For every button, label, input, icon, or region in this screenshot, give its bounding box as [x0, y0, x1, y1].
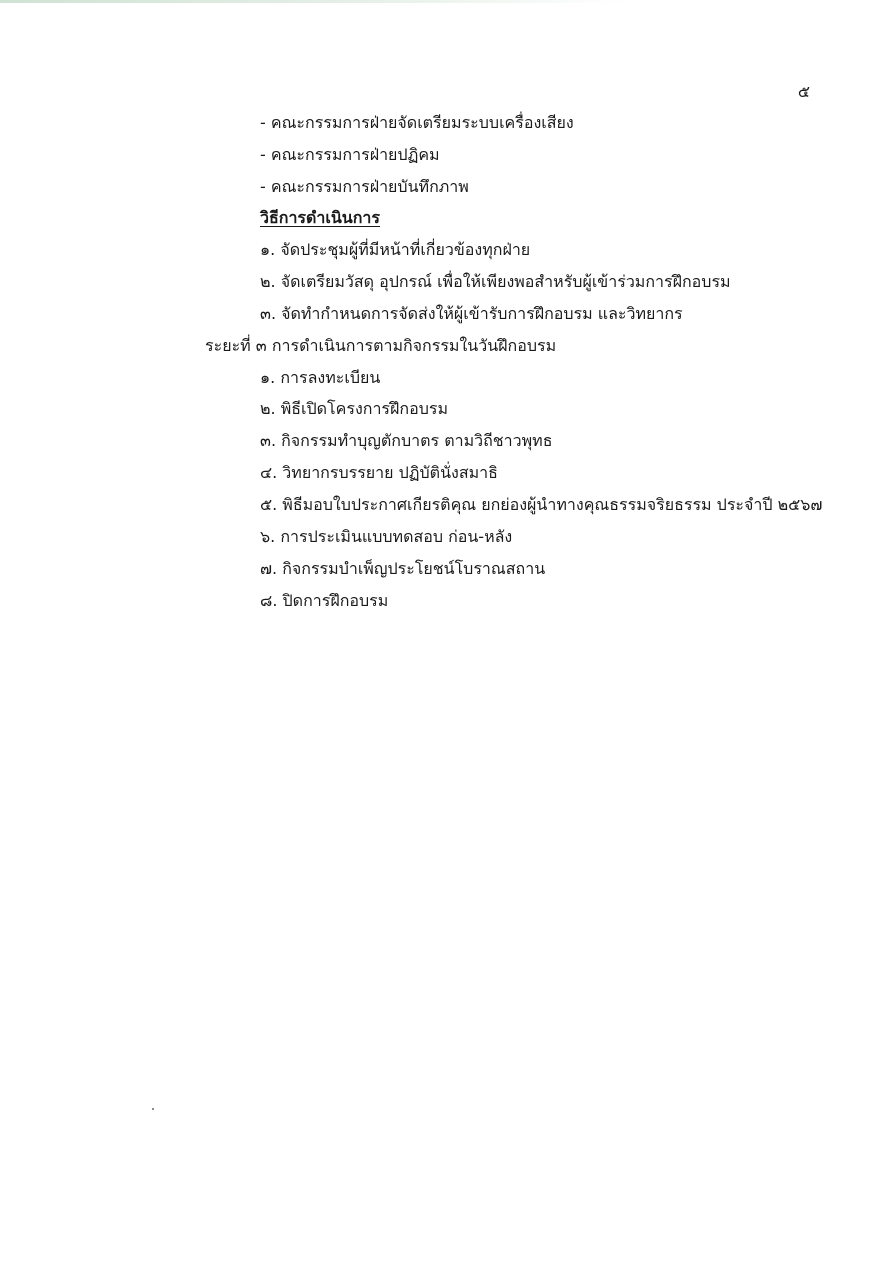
committee-item-sound: - คณะกรรมการฝ่ายจัดเตรียมระบบเครื่องเสียง	[260, 113, 574, 132]
phase-three-step-1: ๑. การลงทะเบียน	[260, 368, 381, 387]
phase-three-step-5: ๕. พิธีมอบใบประกาศเกียรติคุณ ยกย่องผู้นำทางคุณธรรมจริยธรรม ประจำปี ๒๕๖๗	[260, 495, 823, 514]
phase-three-title: ระยะที่ ๓ การดำเนินการตามกิจกรรมในวันฝึกอบรม	[205, 336, 557, 355]
phase-three-step-2: ๒. พิธีเปิดโครงการฝึกอบรม	[260, 399, 448, 418]
committee-item-reception: - คณะกรรมการฝ่ายปฏิคม	[260, 145, 440, 164]
phase-three-step-8: ๘. ปิดการฝึกอบรม	[260, 591, 389, 610]
phase-three-step-7: ๗. กิจกรรมบำเพ็ญประโยชน์โบราณสถาน	[260, 559, 546, 578]
procedure-step-1: ๑. จัดประชุมผู้ที่มีหน้าที่เกี่ยวข้องทุกฝ่าย	[260, 240, 531, 259]
scan-top-edge	[0, 0, 896, 3]
phase-three-step-3: ๓. กิจกรรมทำบุญตักบาตร ตามวิถีชาวพุทธ	[260, 431, 553, 450]
procedure-heading: วิธีการดำเนินการ	[260, 208, 380, 227]
committee-item-photo: - คณะกรรมการฝ่ายบันทึกภาพ	[260, 177, 469, 196]
phase-three-step-4: ๔. วิทยากรบรรยาย ปฏิบัตินั่งสมาธิ	[260, 463, 498, 482]
scan-speck	[152, 1108, 154, 1110]
procedure-step-3: ๓. จัดทำกำหนดการจัดส่งให้ผู้เข้ารับการฝึกอบรม และวิทยากร	[260, 304, 683, 323]
phase-three-step-6: ๖. การประเมินแบบทดสอบ ก่อน-หลัง	[260, 527, 513, 546]
procedure-step-2: ๒. จัดเตรียมวัสดุ อุปกรณ์ เพื่อให้เพียงพอสำหรับผู้เข้าร่วมการฝึกอบรม	[260, 272, 731, 291]
page-number: ๕	[797, 82, 810, 101]
